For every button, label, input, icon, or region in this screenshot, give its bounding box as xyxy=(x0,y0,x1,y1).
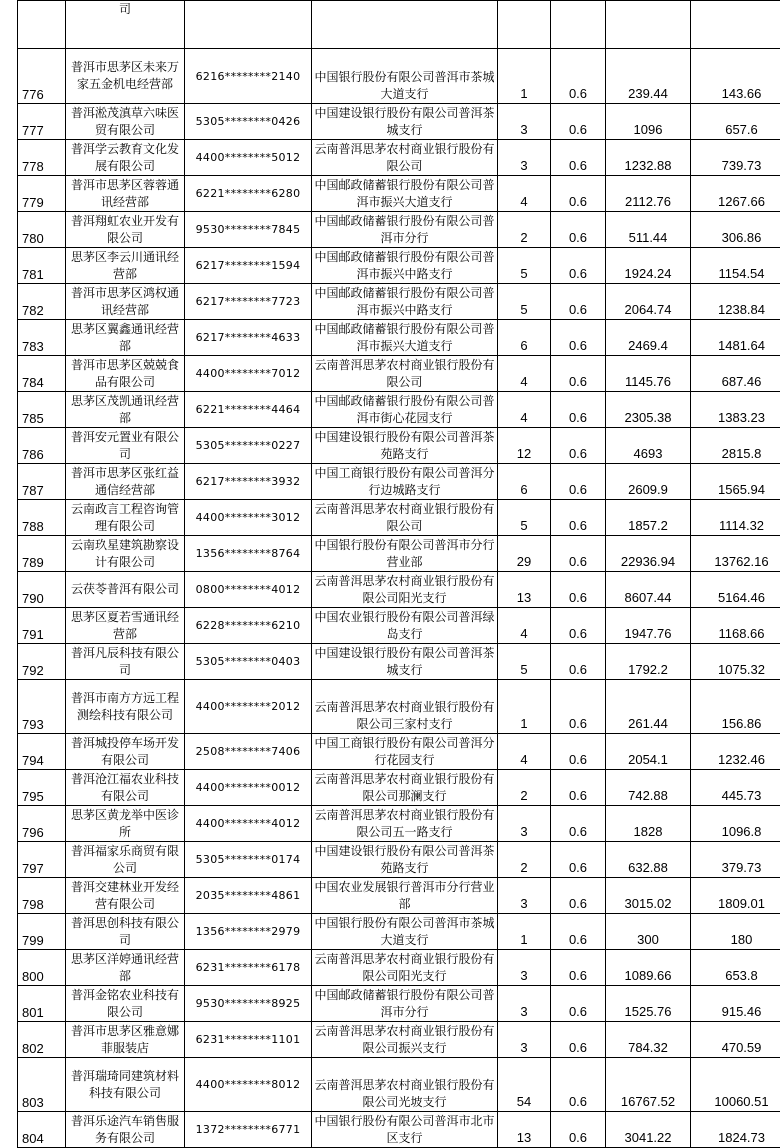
cell-amount: 2064.74 xyxy=(606,284,691,320)
cell-company-name: 普洱凡辰科技有限公司 xyxy=(66,644,185,680)
cell-rate: 0.6 xyxy=(551,680,606,734)
cell-amount: 1857.2 xyxy=(606,500,691,536)
cell-account-number: 9530********7845 xyxy=(185,212,312,248)
cell-bank-name: 中国邮政储蓄银行股份有限公司普洱市振兴大道支行 xyxy=(312,320,498,356)
cell-count: 5 xyxy=(498,500,551,536)
cell-index: 795 xyxy=(18,770,66,806)
cell-count xyxy=(498,1,551,49)
cell-bank-name: 中国建设银行股份有限公司普洱茶城支行 xyxy=(312,644,498,680)
table-row xyxy=(18,806,780,842)
cell-bank-name: 中国邮政储蓄银行股份有限公司普洱市振兴中路支行 xyxy=(312,284,498,320)
table-row xyxy=(18,572,780,608)
cell-bank-name: 中国银行股份有限公司普洱市北市区支行 xyxy=(312,1112,498,1148)
cell-count: 29 xyxy=(498,536,551,572)
cell-subsidy: 13762.16 xyxy=(691,536,780,572)
cell-bank-name: 云南普洱思茅农村商业银行股份有限公司 xyxy=(312,356,498,392)
cell-amount: 2054.1 xyxy=(606,734,691,770)
cell-count: 3 xyxy=(498,140,551,176)
cell-company-name: 思茅区李云川通讯经营部 xyxy=(66,248,185,284)
cell-company-name: 普洱市思茅区蓉蓉通讯经营部 xyxy=(66,176,185,212)
cell-rate: 0.6 xyxy=(551,104,606,140)
cell-amount: 1525.76 xyxy=(606,986,691,1022)
cell-company-name: 普洱淞茂滇草六味医贸有限公司 xyxy=(66,104,185,140)
cell-rate: 0.6 xyxy=(551,806,606,842)
cell-company-name: 思茅区茂凯通讯经营部 xyxy=(66,392,185,428)
table-row xyxy=(18,464,780,500)
cell-subsidy: 739.73 xyxy=(691,140,780,176)
cell-count: 54 xyxy=(498,1058,551,1112)
cell-account-number: 6217********4633 xyxy=(185,320,312,356)
cell-amount: 1924.24 xyxy=(606,248,691,284)
cell-count: 12 xyxy=(498,428,551,464)
table-row xyxy=(18,1022,780,1058)
cell-rate: 0.6 xyxy=(551,644,606,680)
cell-amount: 3041.22 xyxy=(606,1112,691,1148)
cell-bank-name: 云南普洱思茅农村商业银行股份有限公司 xyxy=(312,140,498,176)
cell-rate: 0.6 xyxy=(551,464,606,500)
cell-account-number: 5305********0426 xyxy=(185,104,312,140)
cell-account-number: 6216********2140 xyxy=(185,49,312,104)
table-row xyxy=(18,914,780,950)
cell-amount: 1792.2 xyxy=(606,644,691,680)
cell-index: 788 xyxy=(18,500,66,536)
cell-company-name: 普洱学云教育文化发展有限公司 xyxy=(66,140,185,176)
cell-subsidy: 143.66 xyxy=(691,49,780,104)
cell-bank-name: 云南普洱思茅农村商业银行股份有限公司五一路支行 xyxy=(312,806,498,842)
cell-rate: 0.6 xyxy=(551,950,606,986)
cell-company-name: 思茅区夏若雪通讯经营部 xyxy=(66,608,185,644)
cell-subsidy xyxy=(691,1,780,49)
cell-amount: 2112.76 xyxy=(606,176,691,212)
cell-rate: 0.6 xyxy=(551,500,606,536)
cell-amount: 1096 xyxy=(606,104,691,140)
cell-bank-name: 云南普洱思茅农村商业银行股份有限公司阳光支行 xyxy=(312,950,498,986)
cell-account-number: 4400********0012 xyxy=(185,770,312,806)
cell-index: 798 xyxy=(18,878,66,914)
cell-account-number: 6221********4464 xyxy=(185,392,312,428)
cell-index: 787 xyxy=(18,464,66,500)
cell-company-fragment: 司 xyxy=(66,1,185,49)
table-row xyxy=(18,644,780,680)
cell-index: 790 xyxy=(18,572,66,608)
table-row xyxy=(18,140,780,176)
cell-company-name: 普洱沧江福农业科技有限公司 xyxy=(66,770,185,806)
cell-account-number: 6231********6178 xyxy=(185,950,312,986)
cell-index: 791 xyxy=(18,608,66,644)
cell-bank-name: 中国农业发展银行普洱市分行营业部 xyxy=(312,878,498,914)
cell-amount: 511.44 xyxy=(606,212,691,248)
cell-rate: 0.6 xyxy=(551,608,606,644)
cell-account-number: 6217********7723 xyxy=(185,284,312,320)
cell-amount xyxy=(606,1,691,49)
cell-account-number: 2035********4861 xyxy=(185,878,312,914)
cell-amount: 239.44 xyxy=(606,49,691,104)
cell-subsidy: 1154.54 xyxy=(691,248,780,284)
cell-index: 797 xyxy=(18,842,66,878)
cell-subsidy: 379.73 xyxy=(691,842,780,878)
table-row xyxy=(18,428,780,464)
cell-count: 2 xyxy=(498,770,551,806)
cell-bank-name: 中国邮政储蓄银行股份有限公司普洱市街心花园支行 xyxy=(312,392,498,428)
cell-subsidy: 1481.64 xyxy=(691,320,780,356)
cell-bank-name: 云南普洱思茅农村商业银行股份有限公司那澜支行 xyxy=(312,770,498,806)
cell-rate: 0.6 xyxy=(551,1112,606,1148)
cell-account-number: 9530********8925 xyxy=(185,986,312,1022)
cell-bank-name: 中国银行股份有限公司普洱市茶城大道支行 xyxy=(312,914,498,950)
cell-index: 796 xyxy=(18,806,66,842)
cell-account-number: 6217********1594 xyxy=(185,248,312,284)
cell-count: 4 xyxy=(498,176,551,212)
cell-count: 13 xyxy=(498,572,551,608)
cell-subsidy: 1383.23 xyxy=(691,392,780,428)
cell-rate: 0.6 xyxy=(551,140,606,176)
cell-company-name: 普洱市思茅区未来万家五金机电经营部 xyxy=(66,49,185,104)
cell-company-name: 普洱市思茅区兢兢食品有限公司 xyxy=(66,356,185,392)
cell-index: 804 xyxy=(18,1112,66,1148)
cell-index: 782 xyxy=(18,284,66,320)
cell-amount: 784.32 xyxy=(606,1022,691,1058)
table-row xyxy=(18,1058,780,1112)
cell-company-name: 普洱交建林业开发经营有限公司 xyxy=(66,878,185,914)
table-row xyxy=(18,284,780,320)
cell-company-name: 普洱翔虹农业开发有限公司 xyxy=(66,212,185,248)
cell-subsidy: 1168.66 xyxy=(691,608,780,644)
cell-account-number: 4400********3012 xyxy=(185,500,312,536)
cell-bank-name: 云南普洱思茅农村商业银行股份有限公司振兴支行 xyxy=(312,1022,498,1058)
cell-company-name: 普洱市南方方远工程测绘科技有限公司 xyxy=(66,680,185,734)
cell-index: 784 xyxy=(18,356,66,392)
cell-bank xyxy=(312,1,498,49)
cell-account-number: 1372********6771 xyxy=(185,1112,312,1148)
cell-account-number: 0800********4012 xyxy=(185,572,312,608)
cell-index: 780 xyxy=(18,212,66,248)
cell-count: 3 xyxy=(498,1022,551,1058)
cell-subsidy: 687.46 xyxy=(691,356,780,392)
table-row xyxy=(18,770,780,806)
table-row xyxy=(18,608,780,644)
cell-rate: 0.6 xyxy=(551,878,606,914)
cell-index: 786 xyxy=(18,428,66,464)
cell-amount: 742.88 xyxy=(606,770,691,806)
cell-index: 778 xyxy=(18,140,66,176)
cell-amount: 300 xyxy=(606,914,691,950)
cell-amount: 2469.4 xyxy=(606,320,691,356)
cell-bank-name: 中国银行股份有限公司普洱市分行营业部 xyxy=(312,536,498,572)
cell-rate: 0.6 xyxy=(551,212,606,248)
cell-bank-name: 中国邮政储蓄银行股份有限公司普洱市振兴大道支行 xyxy=(312,176,498,212)
cell-count: 5 xyxy=(498,644,551,680)
cell-account-number: 6217********3932 xyxy=(185,464,312,500)
cell-bank-name: 云南普洱思茅农村商业银行股份有限公司三家村支行 xyxy=(312,680,498,734)
cell-index: 799 xyxy=(18,914,66,950)
cell-company-name: 普洱思创科技有限公司 xyxy=(66,914,185,950)
cell-count: 6 xyxy=(498,464,551,500)
cell-rate: 0.6 xyxy=(551,770,606,806)
cell-count: 3 xyxy=(498,986,551,1022)
cell-rate: 0.6 xyxy=(551,986,606,1022)
cell-rate: 0.6 xyxy=(551,392,606,428)
cell-count: 2 xyxy=(498,212,551,248)
cell-amount: 1947.76 xyxy=(606,608,691,644)
cell-subsidy: 1114.32 xyxy=(691,500,780,536)
cell-subsidy: 1096.8 xyxy=(691,806,780,842)
cell-index: 801 xyxy=(18,986,66,1022)
cell-company-name: 云茯苓普洱有限公司 xyxy=(66,572,185,608)
cell-bank-name: 云南普洱思茅农村商业银行股份有限公司阳光支行 xyxy=(312,572,498,608)
cell-count: 3 xyxy=(498,806,551,842)
cell-rate: 0.6 xyxy=(551,914,606,950)
cell-index: 789 xyxy=(18,536,66,572)
cell-bank-name: 中国建设银行股份有限公司普洱茶苑路支行 xyxy=(312,842,498,878)
cell-count: 3 xyxy=(498,950,551,986)
cell-rate: 0.6 xyxy=(551,356,606,392)
cell-company-name: 普洱市思茅区雅意娜菲服装店 xyxy=(66,1022,185,1058)
cell-company-name: 思茅区洋婷通讯经营部 xyxy=(66,950,185,986)
cell-company-name: 普洱瑞琦同建筑材料科技有限公司 xyxy=(66,1058,185,1112)
cell-rate: 0.6 xyxy=(551,536,606,572)
cell-rate: 0.6 xyxy=(551,1022,606,1058)
table-row xyxy=(18,986,780,1022)
cell-rate: 0.6 xyxy=(551,49,606,104)
cell-subsidy: 657.6 xyxy=(691,104,780,140)
cell-index: 781 xyxy=(18,248,66,284)
table-row xyxy=(18,320,780,356)
cell-account-number: 4400********2012 xyxy=(185,680,312,734)
cell-index xyxy=(18,1,66,49)
cell-index: 783 xyxy=(18,320,66,356)
table-row xyxy=(18,536,780,572)
cell-amount: 1232.88 xyxy=(606,140,691,176)
cell-subsidy: 1238.84 xyxy=(691,284,780,320)
cell-account-number: 4400********4012 xyxy=(185,806,312,842)
cell-company-name: 普洱福家乐商贸有限公司 xyxy=(66,842,185,878)
cell-bank-name: 中国建设银行股份有限公司普洱茶苑路支行 xyxy=(312,428,498,464)
cell-count: 2 xyxy=(498,842,551,878)
cell-subsidy: 1809.01 xyxy=(691,878,780,914)
cell-subsidy: 470.59 xyxy=(691,1022,780,1058)
cell-index: 793 xyxy=(18,680,66,734)
cell-account-number: 4400********5012 xyxy=(185,140,312,176)
cell-index: 776 xyxy=(18,49,66,104)
cell-bank-name: 云南普洱思茅农村商业银行股份有限公司光坡支行 xyxy=(312,1058,498,1112)
cell-rate: 0.6 xyxy=(551,842,606,878)
cell-account-number: 4400********7012 xyxy=(185,356,312,392)
cell-subsidy: 156.86 xyxy=(691,680,780,734)
cell-count: 4 xyxy=(498,392,551,428)
cell-count: 3 xyxy=(498,104,551,140)
cell-rate: 0.6 xyxy=(551,572,606,608)
cell-company-name: 普洱乐途汽车销售服务有限公司 xyxy=(66,1112,185,1148)
table-row xyxy=(18,356,780,392)
cell-count: 1 xyxy=(498,914,551,950)
cell-index: 803 xyxy=(18,1058,66,1112)
table-row xyxy=(18,500,780,536)
table-row xyxy=(18,392,780,428)
cell-account-number: 5305********0174 xyxy=(185,842,312,878)
cell-bank-name: 云南普洱思茅农村商业银行股份有限公司 xyxy=(312,500,498,536)
cell-index: 794 xyxy=(18,734,66,770)
cell-subsidy: 2815.8 xyxy=(691,428,780,464)
cell-subsidy: 10060.51 xyxy=(691,1058,780,1112)
cell-company-name: 普洱安元置业有限公司 xyxy=(66,428,185,464)
cell-rate: 0.6 xyxy=(551,248,606,284)
cell-subsidy: 1075.32 xyxy=(691,644,780,680)
cell-count: 4 xyxy=(498,608,551,644)
cell-account-number: 1356********2979 xyxy=(185,914,312,950)
cell-index: 800 xyxy=(18,950,66,986)
cell-index: 792 xyxy=(18,644,66,680)
table-row xyxy=(18,680,780,734)
cell-account-number: 6221********6280 xyxy=(185,176,312,212)
cell-rate: 0.6 xyxy=(551,734,606,770)
table-row xyxy=(18,842,780,878)
cell-account-number: 2508********7406 xyxy=(185,734,312,770)
cell-account xyxy=(185,1,312,49)
table-row-fragment xyxy=(18,1,780,49)
cell-amount: 4693 xyxy=(606,428,691,464)
cell-account-number: 4400********8012 xyxy=(185,1058,312,1112)
table-row xyxy=(18,49,780,104)
cell-count: 5 xyxy=(498,284,551,320)
cell-subsidy: 1232.46 xyxy=(691,734,780,770)
cell-company-name: 普洱城投停车场开发有限公司 xyxy=(66,734,185,770)
cell-subsidy: 653.8 xyxy=(691,950,780,986)
table-row xyxy=(18,734,780,770)
cell-company-name: 思茅区黄龙举中医诊所 xyxy=(66,806,185,842)
cell-account-number: 5305********0227 xyxy=(185,428,312,464)
table-row xyxy=(18,878,780,914)
cell-company-name: 普洱金铭农业科技有限公司 xyxy=(66,986,185,1022)
table-row xyxy=(18,212,780,248)
cell-subsidy: 1565.94 xyxy=(691,464,780,500)
cell-index: 779 xyxy=(18,176,66,212)
cell-subsidy: 5164.46 xyxy=(691,572,780,608)
table-row xyxy=(18,248,780,284)
cell-count: 1 xyxy=(498,680,551,734)
cell-rate: 0.6 xyxy=(551,284,606,320)
cell-bank-name: 中国建设银行股份有限公司普洱茶城支行 xyxy=(312,104,498,140)
cell-count: 1 xyxy=(498,49,551,104)
cell-rate: 0.6 xyxy=(551,320,606,356)
cell-index: 802 xyxy=(18,1022,66,1058)
cell-amount: 22936.94 xyxy=(606,536,691,572)
cell-rate: 0.6 xyxy=(551,428,606,464)
cell-account-number: 6228********6210 xyxy=(185,608,312,644)
cell-count: 5 xyxy=(498,248,551,284)
cell-subsidy: 1824.73 xyxy=(691,1112,780,1148)
cell-subsidy: 915.46 xyxy=(691,986,780,1022)
table-row xyxy=(18,104,780,140)
cell-amount: 1145.76 xyxy=(606,356,691,392)
cell-index: 777 xyxy=(18,104,66,140)
cell-account-number: 1356********8764 xyxy=(185,536,312,572)
cell-count: 4 xyxy=(498,356,551,392)
cell-amount: 261.44 xyxy=(606,680,691,734)
cell-bank-name: 中国工商银行股份有限公司普洱分行边城路支行 xyxy=(312,464,498,500)
cell-amount: 16767.52 xyxy=(606,1058,691,1112)
cell-index: 785 xyxy=(18,392,66,428)
cell-subsidy: 306.86 xyxy=(691,212,780,248)
cell-amount: 632.88 xyxy=(606,842,691,878)
cell-subsidy: 445.73 xyxy=(691,770,780,806)
cell-amount: 2305.38 xyxy=(606,392,691,428)
cell-amount: 1828 xyxy=(606,806,691,842)
cell-count: 13 xyxy=(498,1112,551,1148)
table-row xyxy=(18,1112,780,1148)
cell-account-number: 5305********0403 xyxy=(185,644,312,680)
cell-bank-name: 中国银行股份有限公司普洱市茶城大道支行 xyxy=(312,49,498,104)
cell-bank-name: 中国邮政储蓄银行股份有限公司普洱市振兴中路支行 xyxy=(312,248,498,284)
cell-amount: 1089.66 xyxy=(606,950,691,986)
cell-count: 3 xyxy=(498,878,551,914)
cell-amount: 3015.02 xyxy=(606,878,691,914)
cell-bank-name: 中国工商银行股份有限公司普洱分行花园支行 xyxy=(312,734,498,770)
cell-company-name: 云南玖星建筑勘察设计有限公司 xyxy=(66,536,185,572)
cell-rate: 0.6 xyxy=(551,1058,606,1112)
cell-company-name: 思茅区翼鑫通讯经营部 xyxy=(66,320,185,356)
cell-count: 6 xyxy=(498,320,551,356)
cell-rate xyxy=(551,1,606,49)
table-body xyxy=(18,1,780,1148)
cell-account-number: 6231********1101 xyxy=(185,1022,312,1058)
cell-company-name: 普洱市思茅区鸿权通讯经营部 xyxy=(66,284,185,320)
cell-company-name: 普洱市思茅区张红益通信经营部 xyxy=(66,464,185,500)
cell-amount: 8607.44 xyxy=(606,572,691,608)
table-row xyxy=(18,950,780,986)
cell-count: 4 xyxy=(498,734,551,770)
cell-bank-name: 中国邮政储蓄银行股份有限公司普洱市分行 xyxy=(312,212,498,248)
cell-subsidy: 1267.66 xyxy=(691,176,780,212)
cell-amount: 2609.9 xyxy=(606,464,691,500)
subsidy-table xyxy=(17,0,780,1148)
table-row xyxy=(18,176,780,212)
cell-rate: 0.6 xyxy=(551,176,606,212)
cell-subsidy: 180 xyxy=(691,914,780,950)
cell-bank-name: 中国邮政储蓄银行股份有限公司普洱市分行 xyxy=(312,986,498,1022)
cell-company-name: 云南政言工程咨询管理有限公司 xyxy=(66,500,185,536)
cell-bank-name: 中国农业银行股份有限公司普洱绿岛支行 xyxy=(312,608,498,644)
